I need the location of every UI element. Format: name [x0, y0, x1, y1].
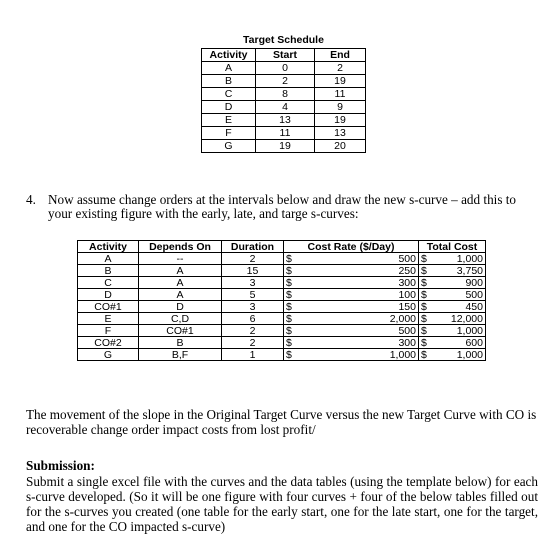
table-row [202, 88, 366, 101]
cell-duration: 5 [222, 289, 284, 301]
table-header-row [78, 241, 486, 253]
cell-activity: CO#2 [78, 337, 139, 349]
cell-rate-value: 150 [317, 301, 418, 313]
change-order-body [78, 253, 486, 361]
table-row [202, 127, 366, 140]
cell-depends-on: CO#1 [139, 325, 222, 337]
cell-activity: F [202, 127, 256, 140]
table-row [202, 75, 366, 88]
cell-depends-on: B [139, 337, 222, 349]
submission-heading: Submission: [26, 458, 95, 473]
cell-total-currency: $ [419, 325, 434, 337]
column-header-activity: Activity [78, 241, 139, 253]
table-row [78, 325, 486, 337]
cell-depends-on: A [139, 289, 222, 301]
cell-start: 2 [256, 75, 315, 88]
cell-total-value: 900 [433, 277, 485, 289]
cell-total-currency: $ [419, 349, 434, 361]
cell-rate-currency: $ [284, 337, 318, 349]
cell-duration: 2 [222, 337, 284, 349]
cell-activity: C [78, 277, 139, 289]
cell-activity: A [202, 62, 256, 75]
cell-start: 8 [256, 88, 315, 101]
target-schedule-table [201, 33, 366, 153]
cell-depends-on: A [139, 265, 222, 277]
column-header-depends-on: Depends On [139, 241, 222, 253]
cell-rate-currency: $ [284, 313, 318, 325]
cell-rate-currency: $ [284, 265, 318, 277]
cell-activity: G [202, 140, 256, 153]
cell-rate-value: 500 [317, 253, 418, 265]
cell-activity: D [202, 101, 256, 114]
cell-end: 11 [315, 88, 366, 101]
submission-text: Submit a single excel file with the curves and the data tables (using the template below) for each s-curve developed. (So it will be one figure with four curves + four of the below tables filled out for the s-curves you created (one table for the early start, one for the late start, one for the target, and one for the CO impacted s-curve) [26, 474, 538, 534]
table-row [78, 337, 486, 349]
cell-rate-value: 100 [317, 289, 418, 301]
cell-rate-currency: $ [284, 325, 318, 337]
table-row [78, 313, 486, 325]
question-text: Now assume change orders at the intervals below and draw the new s-curve – add this to your existing figure with the early, late, and targe s-curves: [48, 192, 517, 221]
cell-total-currency: $ [419, 265, 434, 277]
cell-rate-value: 300 [317, 337, 418, 349]
cell-end: 20 [315, 140, 366, 153]
cell-rate-currency: $ [284, 253, 318, 265]
cell-start: 13 [256, 114, 315, 127]
cell-start: 19 [256, 140, 315, 153]
column-header-total-cost: Total Cost [419, 241, 486, 253]
cell-total-value: 12,000 [433, 313, 485, 325]
target-schedule-body [202, 62, 366, 153]
cell-depends-on: -- [139, 253, 222, 265]
cell-total-currency: $ [419, 253, 434, 265]
cell-total-value: 3,750 [433, 265, 485, 277]
cell-activity: B [202, 75, 256, 88]
cell-start: 11 [256, 127, 315, 140]
cell-total-value: 1,000 [433, 325, 485, 337]
table-header-row [202, 49, 366, 62]
cell-activity: B [78, 265, 139, 277]
cell-activity: E [78, 313, 139, 325]
cell-duration: 3 [222, 277, 284, 289]
table-row [78, 289, 486, 301]
table-row [202, 114, 366, 127]
cell-depends-on: C,D [139, 313, 222, 325]
column-header-activity: Activity [202, 49, 256, 62]
cell-activity: C [202, 88, 256, 101]
cell-activity: E [202, 114, 256, 127]
cell-start: 0 [256, 62, 315, 75]
cell-activity: G [78, 349, 139, 361]
cell-total-value: 500 [433, 289, 485, 301]
cell-total-currency: $ [419, 337, 434, 349]
cell-duration: 15 [222, 265, 284, 277]
cell-start: 4 [256, 101, 315, 114]
cell-total-value: 600 [433, 337, 485, 349]
cell-total-value: 1,000 [433, 349, 485, 361]
target-schedule-grid [201, 48, 366, 153]
column-header-end: End [315, 49, 366, 62]
cell-rate-value: 300 [317, 277, 418, 289]
cell-rate-currency: $ [284, 277, 318, 289]
target-schedule-title: Target Schedule [243, 34, 324, 46]
cell-rate-currency: $ [284, 301, 318, 313]
table-row [78, 349, 486, 361]
cell-duration: 6 [222, 313, 284, 325]
cell-total-currency: $ [419, 277, 434, 289]
cell-end: 19 [315, 114, 366, 127]
cell-total-value: 1,000 [433, 253, 485, 265]
movement-paragraph: The movement of the slope in the Original Target Curve versus the new Target Curve with CO is recoverable change order impact costs from lost profit/ [26, 407, 537, 437]
column-header-duration: Duration [222, 241, 284, 253]
cell-duration: 2 [222, 325, 284, 337]
cell-activity: A [78, 253, 139, 265]
cell-activity: D [78, 289, 139, 301]
column-header-start: Start [256, 49, 315, 62]
cell-activity: CO#1 [78, 301, 139, 313]
cell-duration: 2 [222, 253, 284, 265]
change-order-table [77, 240, 486, 361]
cell-rate-value: 2,000 [317, 313, 418, 325]
table-row [78, 301, 486, 313]
cell-total-value: 450 [433, 301, 485, 313]
cell-rate-currency: $ [284, 349, 318, 361]
cell-depends-on: D [139, 301, 222, 313]
cell-end: 13 [315, 127, 366, 140]
cell-end: 9 [315, 101, 366, 114]
cell-total-currency: $ [419, 313, 434, 325]
cell-total-currency: $ [419, 289, 434, 301]
cell-rate-value: 250 [317, 265, 418, 277]
table-row [78, 277, 486, 289]
cell-duration: 1 [222, 349, 284, 361]
question-number: 4. [26, 192, 36, 207]
cell-depends-on: A [139, 277, 222, 289]
cell-rate-value: 500 [317, 325, 418, 337]
table-row [202, 62, 366, 75]
table-row [202, 140, 366, 153]
table-row [202, 101, 366, 114]
cell-activity: F [78, 325, 139, 337]
cell-duration: 3 [222, 301, 284, 313]
cell-end: 19 [315, 75, 366, 88]
cell-total-currency: $ [419, 301, 434, 313]
column-header-cost-rate: Cost Rate ($/Day) [284, 241, 419, 253]
cell-end: 2 [315, 62, 366, 75]
cell-depends-on: B,F [139, 349, 222, 361]
cell-rate-currency: $ [284, 289, 318, 301]
cell-rate-value: 1,000 [317, 349, 418, 361]
table-row [78, 253, 486, 265]
table-row [78, 265, 486, 277]
